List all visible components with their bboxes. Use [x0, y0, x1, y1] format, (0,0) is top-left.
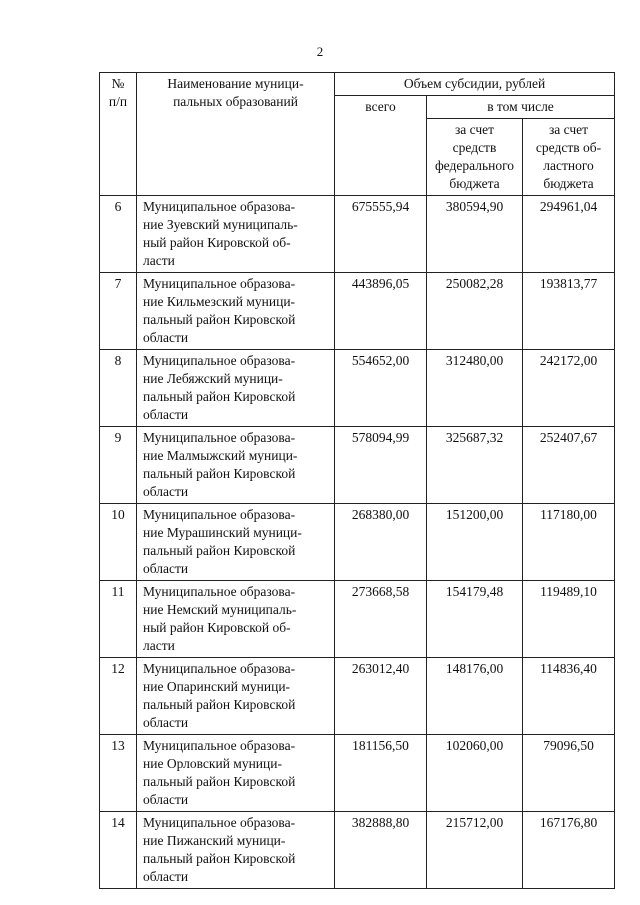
subsidy-total: 578094,99: [335, 427, 427, 504]
subsidy-regional: 193813,77: [523, 273, 615, 350]
municipality-name: Муниципальное образова- ние Малмыжский муници- пальный район Кировской области: [137, 427, 335, 504]
subsidy-federal: 148176,00: [427, 658, 523, 735]
row-number: 7: [100, 273, 137, 350]
table-row: [100, 273, 615, 350]
subsidy-regional: 167176,80: [523, 812, 615, 889]
header-name: Наименование муници- пальных образований: [167, 76, 304, 109]
header-volume-cell: [335, 73, 615, 96]
header-including-cell: [427, 96, 615, 119]
row-number: 12: [100, 658, 137, 735]
subsidy-federal: 102060,00: [427, 735, 523, 812]
subsidy-federal: 312480,00: [427, 350, 523, 427]
table-row: [100, 196, 615, 273]
municipality-name: Муниципальное образова- ние Лебяжский муници- пальный район Кировской области: [137, 350, 335, 427]
subsidy-total: 554652,00: [335, 350, 427, 427]
subsidy-regional: 242172,00: [523, 350, 615, 427]
header-row-1: [100, 73, 615, 96]
municipality-name: Муниципальное образова- ние Орловский муници- пальный район Кировской области: [137, 735, 335, 812]
subsidy-regional: 117180,00: [523, 504, 615, 581]
subsidy-regional: 114836,40: [523, 658, 615, 735]
header-regional: за счет средств об- ластного бюджета: [535, 122, 602, 191]
row-number: 13: [100, 735, 137, 812]
row-number: 10: [100, 504, 137, 581]
subsidy-total: 263012,40: [335, 658, 427, 735]
table-row: [100, 350, 615, 427]
row-number: 14: [100, 812, 137, 889]
header-regional-cell: [523, 119, 615, 196]
municipality-name: Муниципальное образова- ние Опаринский муници- пальный район Кировской области: [137, 658, 335, 735]
row-number: 9: [100, 427, 137, 504]
table-row: [100, 658, 615, 735]
header-volume: Объем субсидии, рублей: [403, 76, 546, 91]
subsidy-federal: 380594,90: [427, 196, 523, 273]
subsidy-federal: 154179,48: [427, 581, 523, 658]
table-row: [100, 427, 615, 504]
municipality-name: Муниципальное образова- ние Мурашинский муници- пальный район Кировской области: [137, 504, 335, 581]
header-num: № п/п: [108, 76, 128, 109]
row-number: 8: [100, 350, 137, 427]
subsidy-federal: 325687,32: [427, 427, 523, 504]
table-row: [100, 504, 615, 581]
header-federal: за счет средств федерального бюджета: [434, 122, 515, 191]
subsidy-total: 273668,58: [335, 581, 427, 658]
row-number: 11: [100, 581, 137, 658]
subsidy-federal: 215712,00: [427, 812, 523, 889]
municipality-name: Муниципальное образова- ние Зуевский муниципаль- ный район Кировской об- ласти: [137, 196, 335, 273]
subsidy-regional: 79096,50: [523, 735, 615, 812]
table-row: [100, 812, 615, 889]
header-name-cell: [137, 73, 335, 196]
subsidy-total: 181156,50: [335, 735, 427, 812]
subsidy-regional: 294961,04: [523, 196, 615, 273]
table-row: [100, 735, 615, 812]
subsidy-federal: 151200,00: [427, 504, 523, 581]
subsidy-total: 382888,80: [335, 812, 427, 889]
page-number: 2: [316, 44, 324, 59]
subsidy-total: 268380,00: [335, 504, 427, 581]
municipality-name: Муниципальное образова- ние Пижанский муници- пальный район Кировской области: [137, 812, 335, 889]
header-including: в том числе: [487, 99, 554, 114]
header-total: всего: [365, 99, 396, 114]
header-federal-cell: [427, 119, 523, 196]
header-num-cell: [100, 73, 137, 196]
header-total-cell: [335, 96, 427, 196]
subsidy-regional: 252407,67: [523, 427, 615, 504]
table-row: [100, 581, 615, 658]
subsidy-total: 443896,05: [335, 273, 427, 350]
subsidy-total: 675555,94: [335, 196, 427, 273]
subsidy-table: [99, 72, 615, 889]
municipality-name: Муниципальное образова- ние Кильмезский муници- пальный район Кировской области: [137, 273, 335, 350]
subsidy-regional: 119489,10: [523, 581, 615, 658]
municipality-name: Муниципальное образова- ние Немский муниципаль- ный район Кировской об- ласти: [137, 581, 335, 658]
row-number: 6: [100, 196, 137, 273]
subsidy-federal: 250082,28: [427, 273, 523, 350]
